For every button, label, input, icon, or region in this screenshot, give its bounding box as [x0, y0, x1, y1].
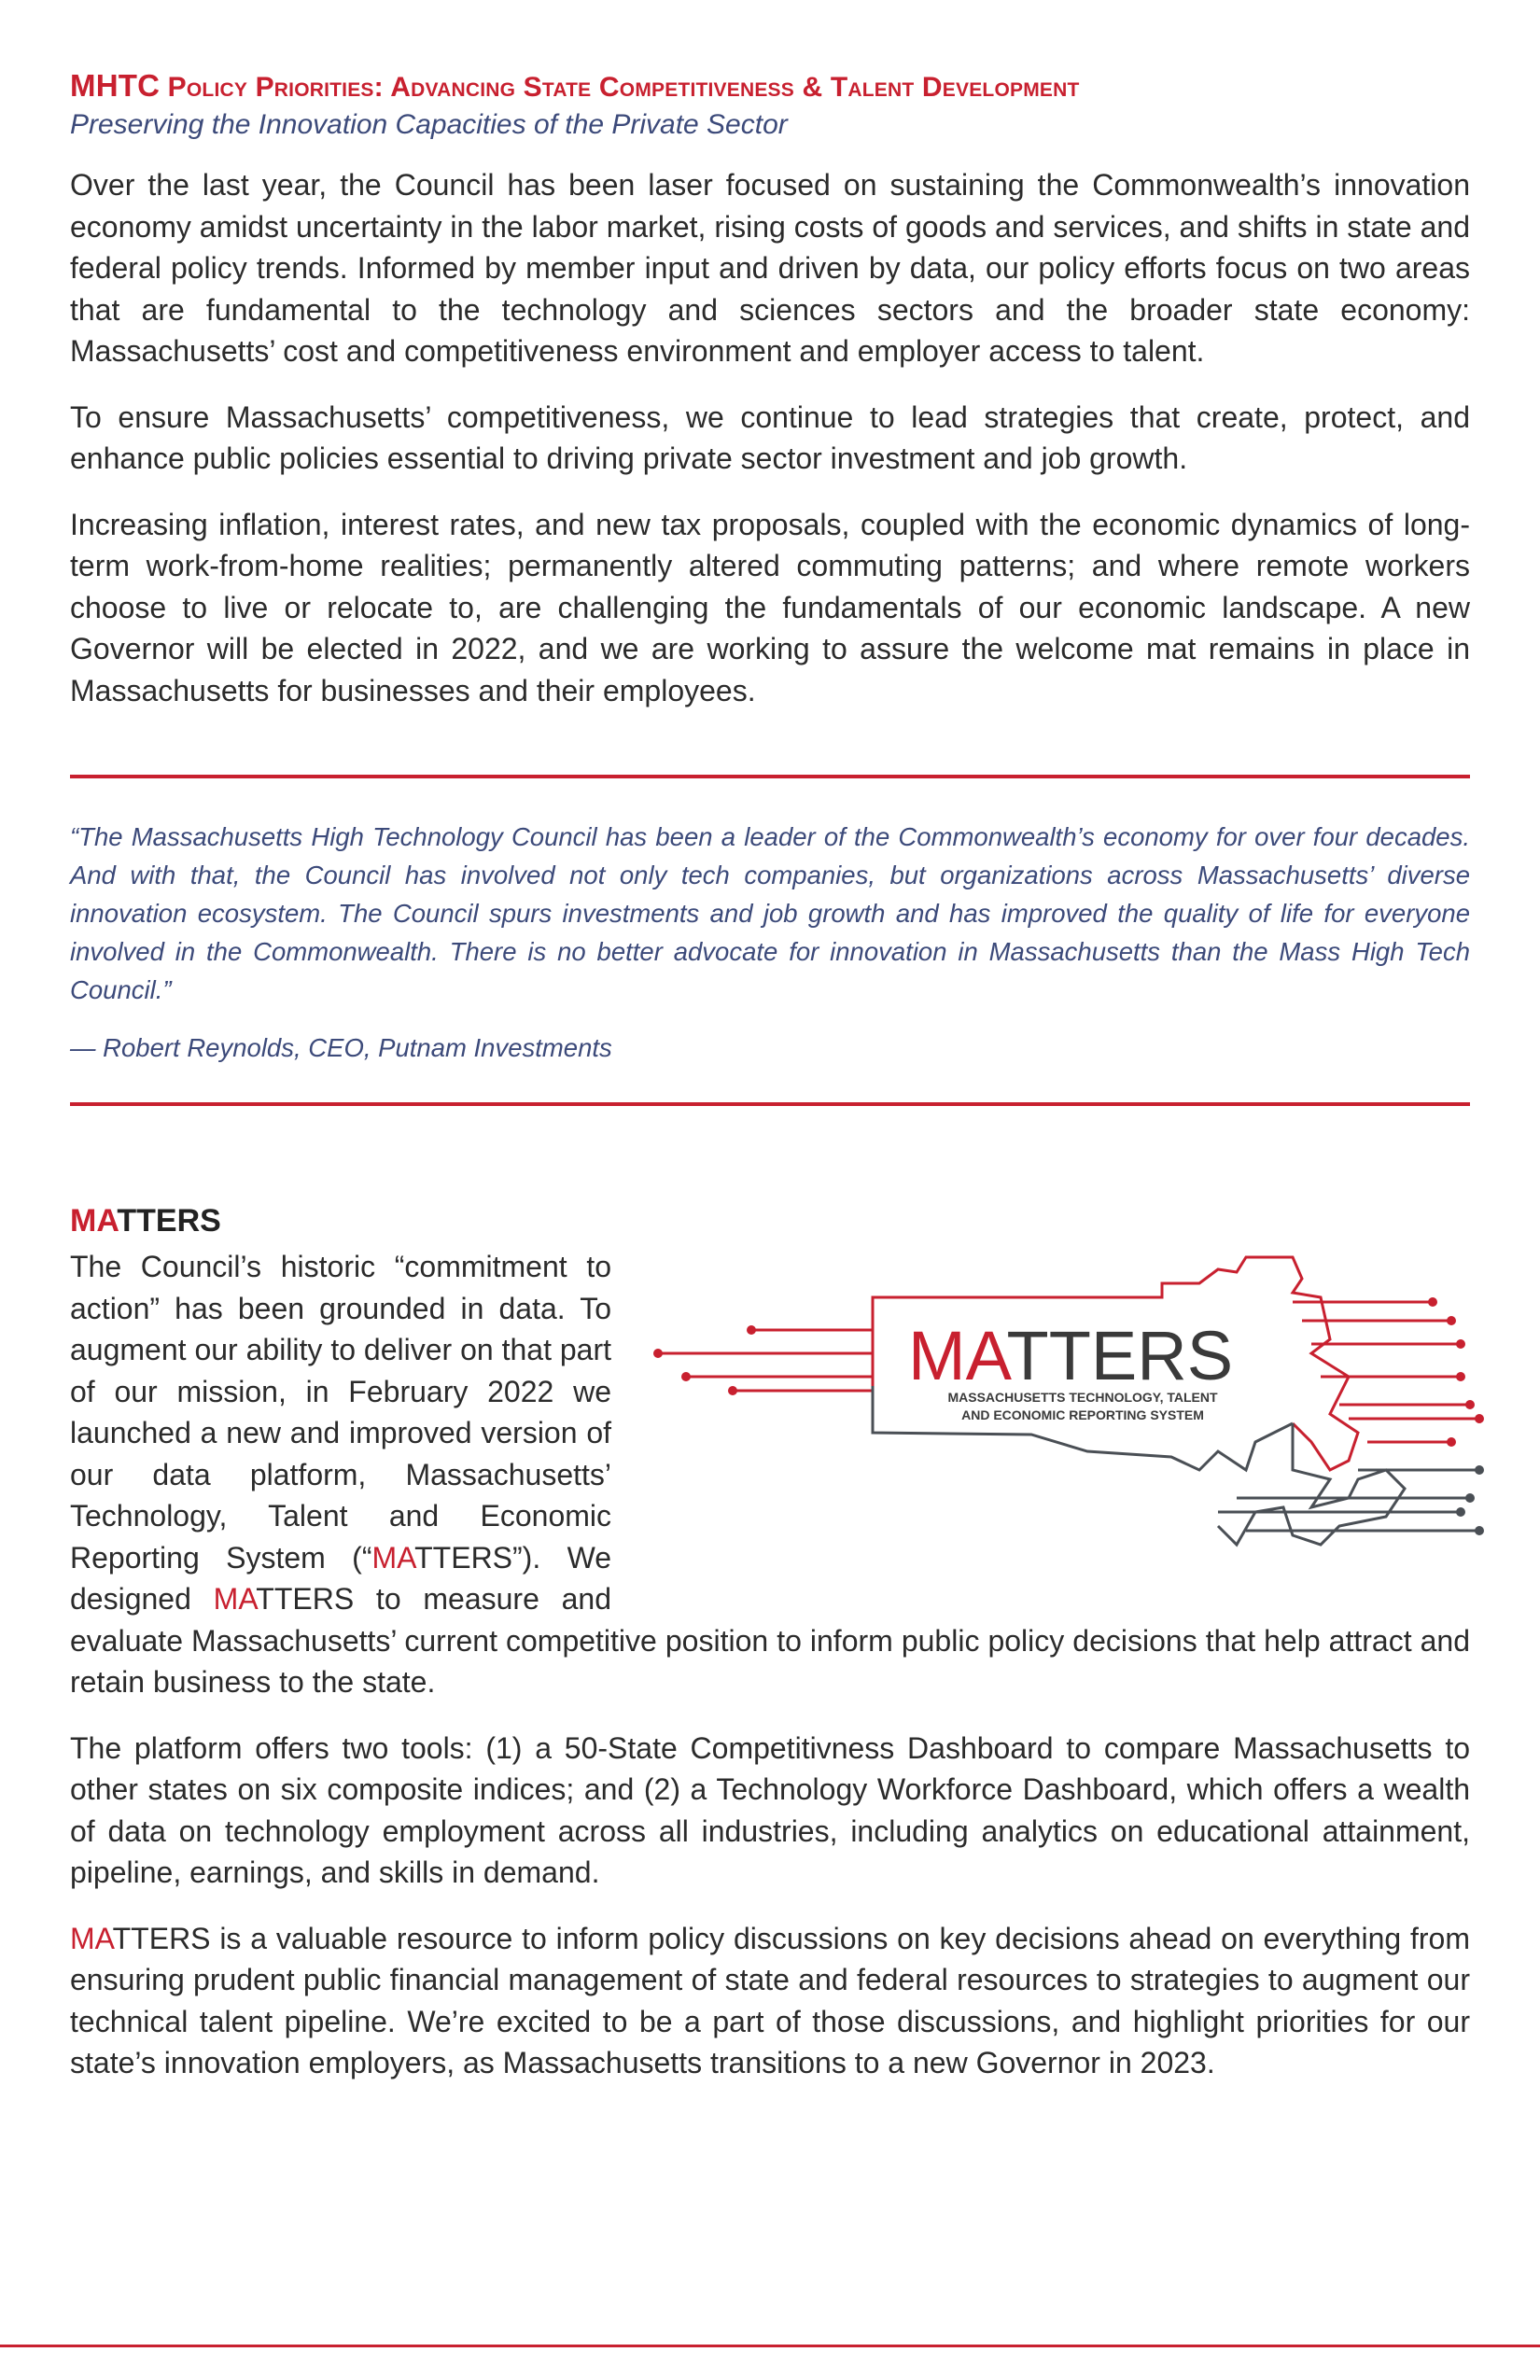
- node: [1465, 1493, 1475, 1503]
- intro-paragraph-1: Over the last year, the Council has been laser focused on sustaining the Commonwealth’s innovation economy amidst uncertainty in the labor market, rising costs of goods and services, and shifts in state and federal policy trends. Informed by member input and driven by data, our policy efforts focus on two areas that are fundamental to the technology and sciences sectors and the broader state economy: Massachusetts’ cost and competitiveness environment and employer access to talent.: [70, 168, 1470, 368]
- matters-section: [70, 1199, 1470, 2084]
- title-text: Policy Priorities: Advancing State Competitiveness & Talent Development: [167, 72, 1080, 103]
- matters-paragraph-3: [70, 1918, 1470, 2084]
- heading-rest-part: TTERS: [117, 1203, 221, 1239]
- logo-tagline-2: AND ECONOMIC REPORTING SYSTEM: [961, 1407, 1204, 1422]
- document-page: [70, 67, 1470, 2108]
- intro-paragraph-2: To ensure Massachusetts’ competitiveness, we continue to lead strategies that create, protect, and enhance public policies essential to driving private sector investment and job growth.: [70, 399, 1470, 475]
- page-title: [70, 67, 1470, 106]
- node: [1428, 1297, 1437, 1307]
- p1-start: The Council’s historic “commitment to action” has been grounded in data. To augment our ability to deliver on that part of our mission, in February 2022 we launched a new and improved version of our data platform, Massachusetts’ Technology, Talent and Economic Reporting System (“: [70, 1250, 611, 1575]
- divider-bottom: [70, 1102, 1470, 1106]
- node: [1465, 1400, 1475, 1409]
- p3-rest: TTERS is a valuable resource to inform policy discussions on key decisions ahead on everything from ensuring prudent public financial management of state and federal resources to strategies to augment our technical talent pipeline. We’re excited to be a part of those discussions, and highlight priorities for our state’s innovation employers, as Massachusetts transitions to a new Governor in 2023.: [70, 1921, 1470, 2079]
- node: [1456, 1339, 1465, 1349]
- node: [681, 1372, 691, 1381]
- testimonial-quote: [70, 778, 1470, 1102]
- logo-wordmark: [908, 1317, 1233, 1394]
- node: [747, 1325, 756, 1335]
- logo-tagline-1: MASSACHUSETTS TECHNOLOGY, TALENT: [947, 1390, 1218, 1405]
- massachusetts-map-logo: [639, 1190, 1489, 1601]
- node: [1456, 1372, 1465, 1381]
- logo-word-red: MA: [908, 1317, 1007, 1394]
- title-acronym: MHTC: [70, 68, 161, 103]
- node: [1475, 1465, 1484, 1475]
- intro-paragraph-3: Increasing inflation, interest rates, and new tax proposals, coupled with the economic dynamics of long-term work-from-home realities; permanently altered commuting patterns; and where remote workers choose to live or relocate to, are challenging the fundamentals of our economic landscape. A new Governor will be elected in 2022, and we are working to assure the welcome mat remains in place in Massachusetts for businesses and their employees.: [70, 507, 1470, 707]
- quote-attribution: — Robert Reynolds, CEO, Putnam Investments: [70, 1033, 612, 1062]
- node: [728, 1386, 737, 1395]
- p1-ma: MA: [371, 1540, 415, 1575]
- logo-word-rest: TTERS: [1006, 1317, 1234, 1394]
- matters-paragraph-2: The platform offers two tools: (1) a 50-State Competitivness Dashboard to compare Massachusetts to other states on six composite indices; and (2) a Technology Workforce Dashboard, which offers a wealth of data on technology employment across all industries, including analytics on educational attainment, pipeline, earnings, and skills in demand.: [70, 1730, 1470, 1889]
- node: [653, 1349, 663, 1358]
- quote-text: “The Massachusetts High Technology Council has been a leader of the Commonwealth’s economy for over four decades. And with that, the Council has involved not only tech companies, but organizations across Massachusetts’ diverse innovation ecosystem. The Council spurs investments and job growth and has improved the quality of life for everyone involved in the Commonwealth. There is no better advocate for innovation in Massachusetts than the Mass High Tech Council.”: [70, 822, 1470, 1004]
- matters-logo: [639, 1190, 1489, 1601]
- heading-red-part: MA: [70, 1203, 118, 1239]
- p1-ma2: MA: [213, 1582, 257, 1616]
- node: [1447, 1437, 1456, 1447]
- node: [1475, 1414, 1484, 1423]
- node: [1447, 1316, 1456, 1325]
- node: [1456, 1507, 1465, 1517]
- node: [1475, 1526, 1484, 1535]
- page-subtitle: Preserving the Innovation Capacities of the Private Sector: [70, 109, 788, 140]
- p1-mid: TTERS”). We designed: [70, 1540, 612, 1616]
- p3-ma: MA: [70, 1921, 113, 1955]
- footer-rule: [0, 2345, 1540, 2347]
- p1-end: TTERS to measure and evaluate Massachusetts’ current competitive position to inform public policy decisions that help attract and retain business to the state.: [70, 1582, 1470, 1699]
